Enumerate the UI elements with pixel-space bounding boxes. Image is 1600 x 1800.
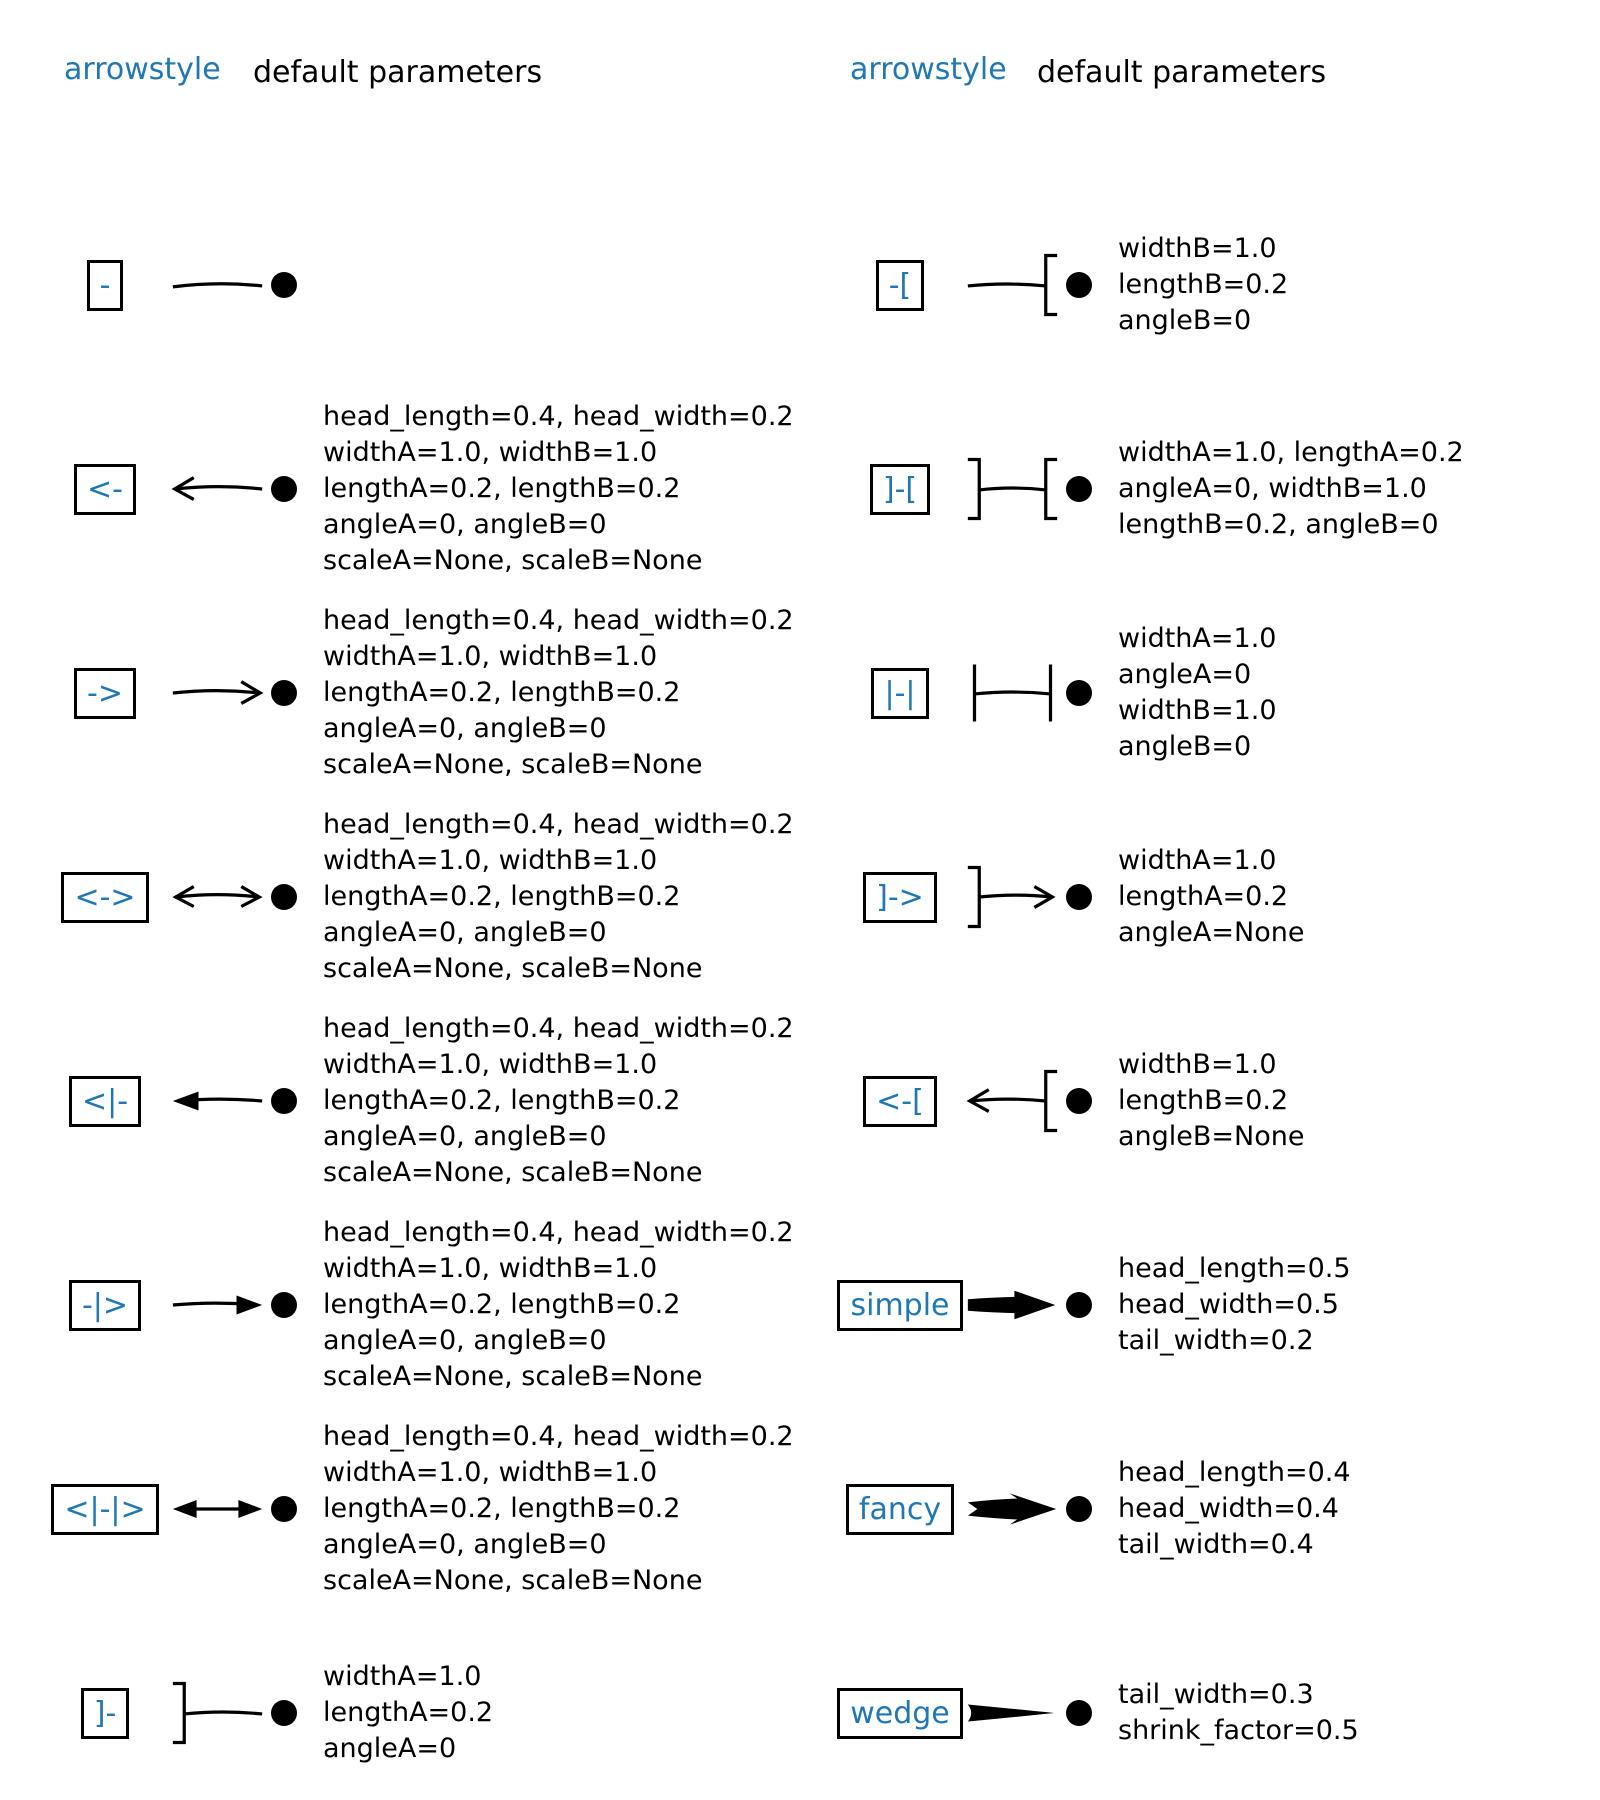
- default-parameters: [1118, 621, 1277, 765]
- param-line: widthA=1.0, widthB=1.0: [323, 1049, 658, 1080]
- endpoint-dot-icon: [271, 1292, 297, 1318]
- param-line: widthA=1.0, widthB=1.0: [323, 845, 658, 876]
- arrowstyle-box-slot: [835, 1688, 965, 1739]
- arrowstyle-label-box: [837, 1688, 963, 1739]
- filled-head-left-icon: [170, 1063, 265, 1139]
- default-parameters: [323, 1659, 493, 1767]
- endpoint-dot-icon: [271, 272, 297, 298]
- arrowstyle-box-slot: [40, 1076, 170, 1127]
- param-line: lengthA=0.2: [323, 1697, 494, 1728]
- arrowstyle-label-box: [51, 1484, 158, 1535]
- default-parameters: [323, 603, 794, 783]
- left-column-header-parameters: default parameters: [253, 55, 543, 90]
- param-line: angleA=0, angleB=0: [323, 1325, 607, 1356]
- endpoint-dot-icon: [1066, 884, 1092, 910]
- endpoint-dot-icon: [271, 680, 297, 706]
- param-line: widthB=1.0: [1118, 1049, 1277, 1080]
- arrowstyle-row: [835, 1011, 1305, 1191]
- arrowstyle-label-box: [876, 260, 925, 311]
- arrowstyle-row: [40, 807, 794, 987]
- param-line: widthA=1.0: [1118, 845, 1277, 876]
- filled-head-both-icon: [170, 1471, 265, 1547]
- default-parameters: [1118, 435, 1464, 543]
- param-line: shrink_factor=0.5: [1118, 1715, 1359, 1746]
- arrowstyle-label: fancy: [858, 1491, 942, 1527]
- param-line: angleB=0: [1118, 305, 1252, 336]
- arrowstyle-label: -: [99, 267, 111, 303]
- right-column-header-arrowstyle: arrowstyle: [850, 52, 1007, 87]
- fancy-arrow-icon: [965, 1471, 1060, 1547]
- param-line: head_width=0.4: [1118, 1493, 1339, 1524]
- arrowstyle-label: <-: [87, 471, 123, 507]
- arrowstyle-box-slot: [40, 1688, 170, 1739]
- param-line: head_length=0.4, head_width=0.2: [323, 1421, 794, 1452]
- param-line: angleB=0: [1118, 731, 1252, 762]
- default-parameters: [1118, 231, 1288, 339]
- default-parameters: [1118, 1677, 1359, 1749]
- arrowstyle-label-box: [863, 1076, 937, 1127]
- filled-head-right-icon: [170, 1267, 265, 1343]
- default-parameters: [323, 1011, 794, 1191]
- arrowstyle-box-slot: [835, 872, 965, 923]
- param-line: tail_width=0.4: [1118, 1529, 1314, 1560]
- endpoint-dot-icon: [1066, 1292, 1092, 1318]
- param-line: angleA=0: [323, 1733, 457, 1764]
- param-line: angleA=None: [1118, 917, 1305, 948]
- default-parameters: [323, 399, 794, 579]
- arrowstyle-label: simple: [850, 1287, 950, 1323]
- param-line: tail_width=0.3: [1118, 1679, 1314, 1710]
- param-line: scaleA=None, scaleB=None: [323, 1361, 703, 1392]
- param-line: lengthA=0.2, lengthB=0.2: [323, 881, 681, 912]
- default-parameters: [1118, 1251, 1351, 1359]
- arrowstyle-box-slot: [835, 1076, 965, 1127]
- arrowstyle-box-slot: [835, 464, 965, 515]
- param-line: head_length=0.4, head_width=0.2: [323, 401, 794, 432]
- param-line: lengthA=0.2: [1118, 881, 1289, 912]
- param-line: head_length=0.4, head_width=0.2: [323, 605, 794, 636]
- param-line: scaleA=None, scaleB=None: [323, 749, 703, 780]
- arrowstyle-row: [40, 195, 323, 375]
- default-parameters: [323, 1215, 794, 1395]
- arrowstyle-row: [835, 399, 1464, 579]
- default-parameters: [323, 1419, 794, 1599]
- arrowstyle-label: <-[: [876, 1083, 924, 1119]
- arrowstyle-label: |-|: [884, 675, 916, 711]
- arrowstyle-box-slot: [835, 668, 965, 719]
- arrowstyle-box-slot: [40, 464, 170, 515]
- arrowstyle-row: [40, 603, 794, 783]
- bracket-a-icon: [170, 1675, 265, 1751]
- arrowstyle-label: ]-: [93, 1695, 117, 1731]
- arrowstyle-label: ->: [87, 675, 123, 711]
- param-line: angleA=0, angleB=0: [323, 1121, 607, 1152]
- arrowstyle-label-box: [846, 1484, 954, 1535]
- bracket-b-icon: [965, 247, 1060, 323]
- arrowstyle-row: [835, 1623, 1359, 1800]
- arrowstyle-row: [835, 1419, 1351, 1599]
- default-parameters: [1118, 1455, 1351, 1563]
- param-line: lengthA=0.2, lengthB=0.2: [323, 1085, 681, 1116]
- param-line: scaleA=None, scaleB=None: [323, 545, 703, 576]
- arrowstyle-label-box: [69, 1280, 141, 1331]
- endpoint-dot-icon: [1066, 1700, 1092, 1726]
- param-line: widthB=1.0: [1118, 695, 1277, 726]
- arrowstyle-label: <|-|>: [64, 1491, 146, 1527]
- arrowstyle-box-slot: [40, 1484, 170, 1535]
- param-line: head_length=0.4: [1118, 1457, 1351, 1488]
- param-line: lengthA=0.2, lengthB=0.2: [323, 677, 681, 708]
- param-line: widthB=1.0: [1118, 233, 1277, 264]
- arrowstyle-label: ]-[: [882, 471, 918, 507]
- param-line: head_width=0.5: [1118, 1289, 1339, 1320]
- endpoint-dot-icon: [1066, 272, 1092, 298]
- bar-both-icon: [965, 655, 1060, 731]
- left-column-header-arrowstyle: arrowstyle: [64, 52, 221, 87]
- default-parameters: [323, 807, 794, 987]
- arrowstyle-label: <->: [74, 879, 136, 915]
- param-line: lengthB=0.2: [1118, 1085, 1289, 1116]
- arrowstyle-box-slot: [40, 260, 170, 311]
- param-line: angleA=0, widthB=1.0: [1118, 473, 1427, 504]
- arrowstyle-label-box: [74, 464, 136, 515]
- param-line: widthA=1.0, widthB=1.0: [323, 1253, 658, 1284]
- param-line: head_length=0.4, head_width=0.2: [323, 1217, 794, 1248]
- right-column-header-parameters: default parameters: [1037, 55, 1327, 90]
- param-line: widthA=1.0, widthB=1.0: [323, 437, 658, 468]
- param-line: scaleA=None, scaleB=None: [323, 953, 703, 984]
- arrowstyle-box-slot: [835, 1484, 965, 1535]
- arrowstyle-label-box: [87, 260, 124, 311]
- arrowstyle-row: [835, 195, 1288, 375]
- param-line: tail_width=0.2: [1118, 1325, 1314, 1356]
- open-head-left-bracket-b-icon: [965, 1063, 1060, 1139]
- param-line: lengthA=0.2, lengthB=0.2: [323, 473, 681, 504]
- arrowstyle-box-slot: [40, 872, 170, 923]
- endpoint-dot-icon: [1066, 680, 1092, 706]
- default-parameters: [1118, 843, 1304, 951]
- endpoint-dot-icon: [271, 1088, 297, 1114]
- arrowstyle-box-slot: [835, 1280, 965, 1331]
- param-line: head_length=0.4, head_width=0.2: [323, 809, 794, 840]
- param-line: angleA=0, angleB=0: [323, 509, 607, 540]
- arrowstyle-row: [835, 603, 1277, 783]
- param-line: widthA=1.0, widthB=1.0: [323, 641, 658, 672]
- arrowstyle-label: ]->: [876, 879, 924, 915]
- endpoint-dot-icon: [271, 884, 297, 910]
- arrowstyle-label: <|-: [81, 1083, 129, 1119]
- param-line: lengthA=0.2, lengthB=0.2: [323, 1289, 681, 1320]
- default-parameters: [1118, 1047, 1305, 1155]
- param-line: angleA=0, angleB=0: [323, 713, 607, 744]
- param-line: head_length=0.5: [1118, 1253, 1351, 1284]
- param-line: widthA=1.0: [1118, 623, 1277, 654]
- arrowstyle-label-box: [61, 872, 148, 923]
- param-line: lengthB=0.2: [1118, 269, 1289, 300]
- param-line: angleA=0, angleB=0: [323, 1529, 607, 1560]
- endpoint-dot-icon: [1066, 476, 1092, 502]
- open-head-both-icon: [170, 859, 265, 935]
- arrowstyle-label-box: [69, 1076, 141, 1127]
- arrowstyle-label-box: [837, 1280, 962, 1331]
- arrowstyle-label-box: [81, 1688, 130, 1739]
- arrowstyle-label: -|>: [81, 1287, 129, 1323]
- param-line: scaleA=None, scaleB=None: [323, 1157, 703, 1188]
- arrowstyle-label: wedge: [850, 1695, 950, 1731]
- endpoint-dot-icon: [1066, 1496, 1092, 1522]
- arrowstyle-label-box: [870, 464, 930, 515]
- arrowstyle-label-box: [871, 668, 928, 719]
- endpoint-dot-icon: [271, 1496, 297, 1522]
- simple-arrow-icon: [965, 1267, 1060, 1343]
- open-head-right-icon: [170, 655, 265, 731]
- arrowstyle-row: [835, 807, 1304, 987]
- arrowstyle-row: [40, 1215, 794, 1395]
- arrowstyle-box-slot: [40, 1280, 170, 1331]
- arrowstyle-label-box: [863, 872, 937, 923]
- param-line: lengthA=0.2, lengthB=0.2: [323, 1493, 681, 1524]
- bracket-a-open-head-right-icon: [965, 859, 1060, 935]
- arrowstyle-row: [40, 1419, 794, 1599]
- arrowstyle-row: [40, 1623, 493, 1800]
- endpoint-dot-icon: [1066, 1088, 1092, 1114]
- open-head-left-icon: [170, 451, 265, 527]
- bracket-both-icon: [965, 451, 1060, 527]
- arrowstyle-label: -[: [888, 267, 912, 303]
- param-line: widthA=1.0: [323, 1661, 482, 1692]
- wedge-arrow-icon: [965, 1675, 1060, 1751]
- arrowstyle-row: [40, 399, 794, 579]
- arrowstyle-row: [40, 1011, 794, 1191]
- param-line: angleA=0: [1118, 659, 1252, 690]
- param-line: widthA=1.0, widthB=1.0: [323, 1457, 658, 1488]
- plain-line-icon: [170, 247, 265, 323]
- arrowstyle-label-box: [74, 668, 136, 719]
- param-line: head_length=0.4, head_width=0.2: [323, 1013, 794, 1044]
- param-line: angleB=None: [1118, 1121, 1305, 1152]
- arrowstyle-box-slot: [835, 260, 965, 311]
- param-line: lengthB=0.2, angleB=0: [1118, 509, 1439, 540]
- endpoint-dot-icon: [271, 1700, 297, 1726]
- arrowstyle-row: [835, 1215, 1351, 1395]
- arrowstyle-box-slot: [40, 668, 170, 719]
- param-line: scaleA=None, scaleB=None: [323, 1565, 703, 1596]
- param-line: angleA=0, angleB=0: [323, 917, 607, 948]
- param-line: widthA=1.0, lengthA=0.2: [1118, 437, 1464, 468]
- endpoint-dot-icon: [271, 476, 297, 502]
